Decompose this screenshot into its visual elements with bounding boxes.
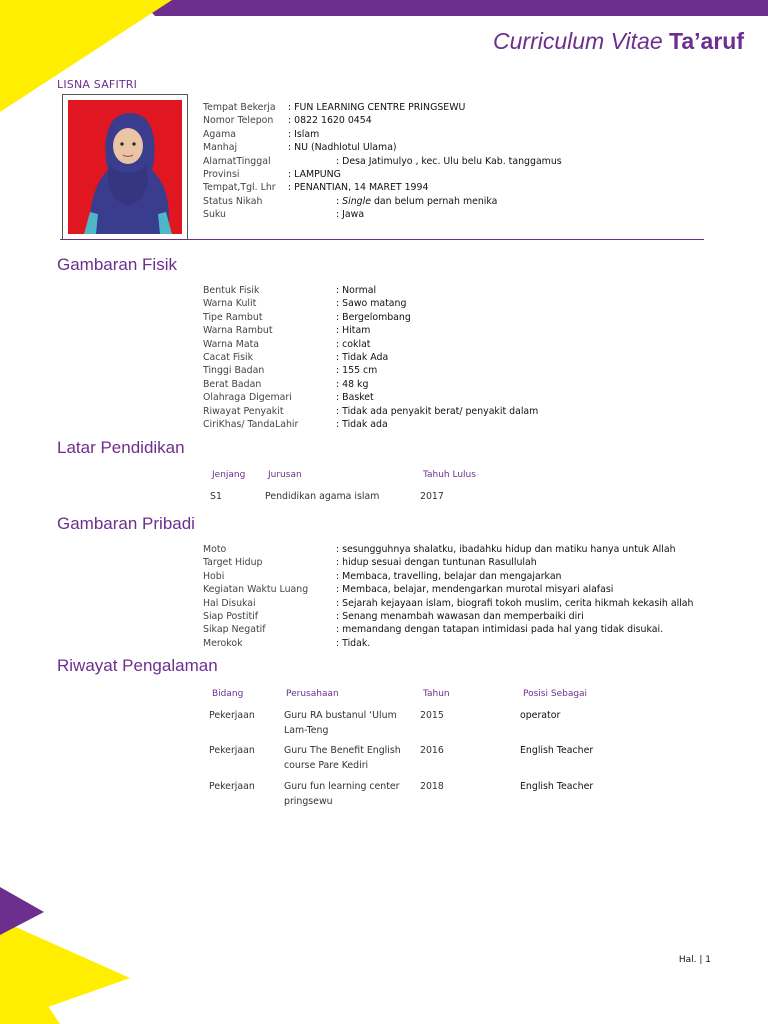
pribadi-label: Siap Postitif	[203, 611, 259, 622]
fisik-value: : coklat	[336, 338, 371, 350]
edu-header-jenjang: Jenjang	[212, 470, 246, 480]
profile-info	[203, 101, 703, 227]
fisik-value: : Basket	[336, 392, 374, 404]
exp-cell-perusahaan-line2: Lam-Teng	[284, 725, 329, 736]
section-title-pendidikan: Latar Pendidikan	[57, 438, 185, 457]
pribadi-label: Hobi	[203, 570, 225, 582]
fisik-label: Bentuk Fisik	[203, 285, 260, 296]
edu-cell-tahun: 2017	[420, 491, 444, 502]
exp-cell-tahun: 2015	[420, 710, 444, 721]
fisik-label: Cacat Fisik	[203, 352, 254, 363]
exp-cell-perusahaan: Guru The Benefit English	[284, 745, 401, 756]
profile-label: Manhaj	[203, 142, 238, 154]
title-bold: Ta’aruf	[669, 28, 744, 54]
exp-cell-posisi: English Teacher	[520, 781, 594, 792]
profile-label: Suku	[203, 209, 226, 221]
profile-label: Nomor Telepon	[203, 115, 274, 127]
profile-label: Status Nikah	[203, 195, 263, 207]
fisik-value: : 48 kg	[336, 378, 369, 390]
fisik-value: : Tidak ada	[336, 419, 388, 430]
physical-description	[203, 284, 723, 434]
pribadi-value: : Membaca, belajar, mendengarkan murotal misyari alafasi	[336, 584, 614, 596]
fisik-label: Warna Rambut	[203, 325, 273, 337]
pribadi-label: Moto	[203, 544, 227, 555]
fisik-label: Riwayat Penyakit	[203, 405, 284, 417]
profile-value: : NU (Nadhlotul Ulama)	[288, 142, 397, 154]
profile-value: : FUN LEARNING CENTRE PRINGSEWU	[288, 102, 466, 113]
marital-prefix: :	[336, 195, 343, 207]
exp-cell-perusahaan-line2: course Pare Kediri	[284, 760, 369, 771]
pribadi-value: : Membaca, travelling, belajar dan mengajarkan	[336, 570, 562, 582]
profile-value: : Islam	[288, 128, 320, 140]
edu-cell-jurusan: Pendidikan agama islam	[265, 491, 380, 502]
fisik-label: Tinggi Badan	[203, 365, 265, 377]
header-divider	[60, 239, 704, 240]
fisik-value: : Tidak ada penyakit berat/ penyakit dalam	[336, 405, 539, 417]
fisik-value: : Sawo matang	[336, 298, 407, 310]
profile-label: Provinsi	[203, 169, 240, 180]
profile-value: : LAMPUNG	[288, 169, 341, 180]
profile-value: : 0822 1620 0454	[288, 115, 372, 127]
personal-description	[203, 543, 743, 653]
pribadi-value: : memandang dengan tatapan intimidasi pada hal yang tidak disukai.	[336, 624, 664, 636]
title-main: Curriculum Vitae	[493, 28, 670, 54]
fisik-label: Tipe Rambut	[203, 311, 263, 323]
pribadi-label: Sikap Negatif	[203, 624, 266, 636]
fisik-value: : Hitam	[336, 325, 371, 337]
profile-photo	[68, 100, 182, 234]
exp-cell-bidang: Pekerjaan	[209, 781, 255, 792]
pribadi-value: : Senang menambah wawasan dan memperbaiki diri	[336, 611, 584, 622]
profile-label: Tempat Bekerja	[203, 102, 276, 113]
profile-label: AlamatTinggal	[203, 155, 271, 167]
fisik-value: : 155 cm	[336, 365, 378, 377]
profile-value: : PENANTIAN, 14 MARET 1994	[288, 182, 429, 194]
fisik-value: : Normal	[336, 285, 377, 296]
marital-italic: Single	[342, 195, 371, 207]
exp-cell-posisi: English Teacher	[520, 745, 594, 756]
exp-cell-perusahaan: Guru RA bustanul ‘Ulum	[284, 710, 397, 721]
section-title-pengalaman: Riwayat Pengalaman	[57, 656, 218, 675]
edu-header-jurusan: Jurusan	[268, 470, 302, 480]
page-number: Hal. | 1	[678, 955, 711, 965]
profile-label: Tempat,Tgl. Lhr	[203, 182, 276, 194]
pribadi-label: Target Hidup	[203, 557, 263, 569]
pribadi-value: : Tidak.	[336, 637, 371, 649]
top-purple-bar	[140, 0, 768, 16]
exp-cell-perusahaan: Guru fun learning center	[284, 781, 400, 792]
fisik-value: : Tidak Ada	[336, 352, 389, 363]
exp-cell-perusahaan-line2: pringsewu	[284, 796, 333, 807]
fisik-label: Warna Kulit	[203, 298, 257, 310]
exp-cell-bidang: Pekerjaan	[209, 710, 255, 721]
exp-cell-tahun: 2018	[420, 781, 444, 792]
pribadi-value: : Sejarah kejayaan islam, biografi tokoh muslim, cerita hikmah kekasih allah	[336, 597, 694, 609]
profile-value: : Desa Jatimulyo , kec. Ulu belu Kab. tanggamus	[336, 155, 562, 167]
pribadi-label: Kegiatan Waktu Luang	[203, 584, 309, 596]
pribadi-label: Merokok	[203, 637, 243, 649]
exp-header-posisi: Posisi Sebagai	[523, 689, 588, 699]
bottom-left-purple-triangle	[0, 887, 44, 935]
profile-photo-frame	[62, 94, 188, 240]
document-title	[493, 28, 744, 55]
exp-header-bidang: Bidang	[212, 689, 244, 699]
fisik-label: Warna Mata	[203, 338, 260, 350]
edu-cell-jenjang: S1	[210, 491, 222, 502]
marital-suffix: dan belum pernah menika	[370, 195, 498, 207]
exp-header-tahun: Tahun	[423, 689, 450, 699]
profile-value	[336, 195, 497, 208]
section-title-fisik: Gambaran Fisik	[57, 255, 177, 274]
fisik-label: Berat Badan	[203, 378, 262, 390]
pribadi-label: Hal Disukai	[203, 597, 256, 609]
profile-label: Agama	[203, 128, 236, 140]
exp-cell-bidang: Pekerjaan	[209, 745, 255, 756]
edu-header-tahun: Tahuh Lulus	[423, 470, 476, 480]
section-title-pribadi: Gambaran Pribadi	[57, 514, 195, 533]
exp-cell-posisi: operator	[520, 710, 561, 721]
fisik-value: : Bergelombang	[336, 311, 411, 323]
exp-cell-tahun: 2016	[420, 745, 444, 756]
fisik-label: CiriKhas/ TandaLahir	[203, 419, 299, 430]
profile-value: : Jawa	[336, 209, 365, 221]
person-name: LISNA SAFITRI	[57, 78, 138, 91]
pribadi-value: : hidup sesuai dengan tuntunan Rasullulah	[336, 557, 537, 569]
pribadi-value: : sesungguhnya shalatku, ibadahku hidup dan matiku hanya untuk Allah	[336, 544, 676, 555]
fisik-label: Olahraga Digemari	[203, 392, 292, 404]
exp-header-perusahaan: Perusahaan	[286, 689, 339, 699]
